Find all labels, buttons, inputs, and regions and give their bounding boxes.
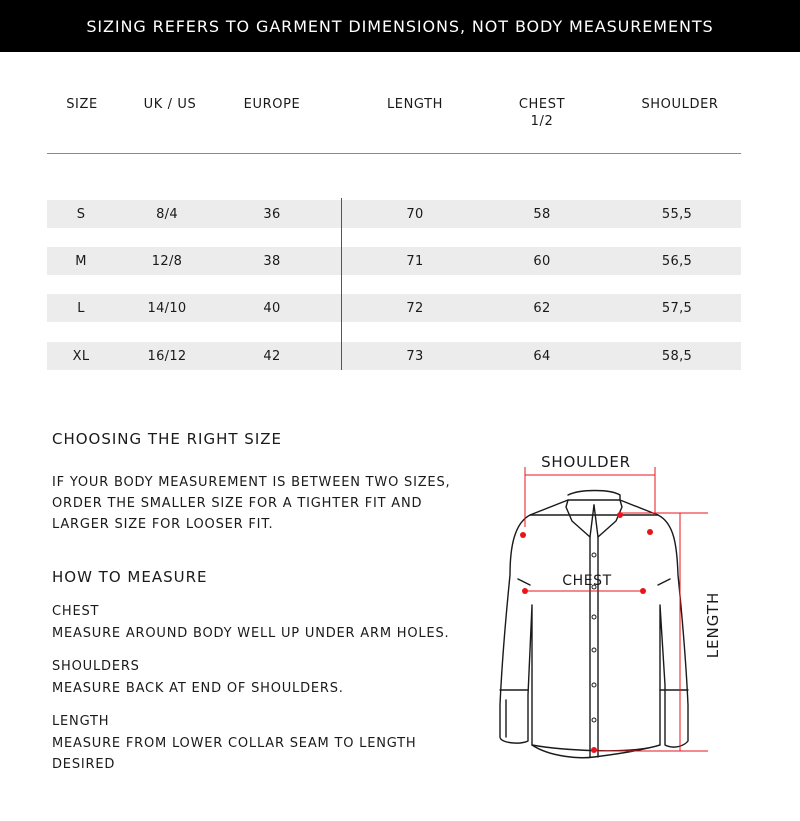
shirt-measurement-diagram — [470, 445, 770, 775]
cell-ukus: 14/10 — [147, 301, 187, 316]
shoulders-text: MEASURE BACK AT END OF SHOULDERS. — [52, 681, 344, 696]
cell-europe: 40 — [263, 301, 281, 316]
cell-chest: 60 — [533, 254, 551, 269]
cell-length: 71 — [406, 254, 424, 269]
length-text-2: DESIRED — [52, 757, 116, 772]
cell-size: S — [76, 207, 86, 222]
cell-length: 72 — [406, 301, 424, 316]
choosing-title: CHOOSING THE RIGHT SIZE — [52, 430, 282, 448]
cell-shoulder: 57,5 — [661, 301, 693, 316]
header-banner — [0, 0, 800, 52]
length-text-1: MEASURE FROM LOWER COLLAR SEAM TO LENGTH — [52, 736, 417, 751]
col-header-size: SIZE — [66, 97, 98, 112]
col-header-length: LENGTH — [386, 97, 444, 112]
banner-text: SIZING REFERS TO GARMENT DIMENSIONS, NOT BODY MEASUREMENTS — [86, 16, 714, 36]
col-header-chest — [502, 96, 582, 130]
col-header-shoulder: SHOULDER — [641, 97, 719, 112]
table-row — [47, 294, 741, 322]
cell-europe: 38 — [263, 254, 281, 269]
cell-ukus: 16/12 — [147, 349, 187, 364]
table-column-separator — [341, 198, 342, 370]
cell-chest: 62 — [533, 301, 551, 316]
cell-size: XL — [72, 349, 90, 364]
cell-ukus: 12/8 — [151, 254, 183, 269]
choosing-paragraph — [52, 472, 450, 535]
cell-size: L — [77, 301, 85, 316]
choosing-line-1: IF YOUR BODY MEASUREMENT IS BETWEEN TWO SIZES, — [52, 475, 451, 490]
chest-text: MEASURE AROUND BODY WELL UP UNDER ARM HOLES. — [52, 626, 450, 641]
choosing-line-3: LARGER SIZE FOR LOOSER FIT. — [52, 517, 274, 532]
cell-europe: 36 — [263, 207, 281, 222]
chest-title: CHEST — [52, 604, 100, 619]
length-title: LENGTH — [52, 714, 110, 729]
col-header-ukus: UK / US — [143, 97, 197, 112]
length-label: LENGTH — [704, 591, 722, 659]
cell-length: 73 — [406, 349, 424, 364]
shoulders-title: SHOULDERS — [52, 659, 140, 674]
col-header-chest-line2: 1/2 — [530, 114, 554, 129]
table-row — [47, 200, 741, 228]
cell-shoulder: 55,5 — [661, 207, 693, 222]
cell-length: 70 — [406, 207, 424, 222]
cell-shoulder: 58,5 — [661, 349, 693, 364]
length-measure-line — [594, 513, 708, 751]
shoulder-label: SHOULDER — [541, 453, 631, 471]
col-header-chest-line1: CHEST — [518, 97, 566, 112]
cell-chest: 64 — [533, 349, 551, 364]
cell-shoulder: 56,5 — [661, 254, 693, 269]
measure-points — [520, 512, 653, 753]
header-divider — [47, 153, 741, 154]
cell-ukus: 8/4 — [156, 207, 178, 222]
shoulder-measure-line — [525, 467, 655, 527]
cell-size: M — [75, 254, 87, 269]
chest-label: CHEST — [562, 573, 612, 589]
table-row — [47, 247, 741, 275]
measure-title: HOW TO MEASURE — [52, 568, 208, 586]
choosing-line-2: ORDER THE SMALLER SIZE FOR A TIGHTER FIT AND — [52, 496, 423, 511]
cell-europe: 42 — [263, 349, 281, 364]
cell-chest: 58 — [533, 207, 551, 222]
col-header-europe: EUROPE — [243, 97, 301, 112]
table-row — [47, 342, 741, 370]
